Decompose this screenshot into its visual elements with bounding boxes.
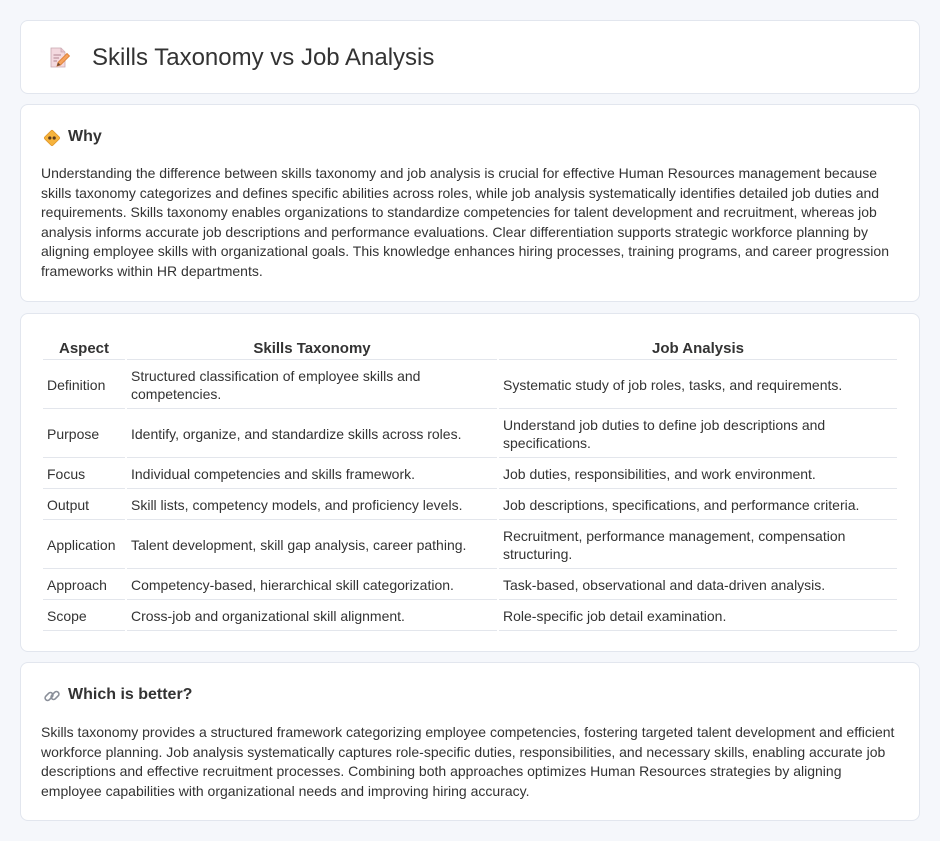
- title-card: [20, 20, 920, 94]
- aspect-cell: Output: [43, 491, 125, 520]
- skills-cell: Identify, organize, and standardize skills across roles.: [127, 411, 497, 458]
- table-row: [43, 571, 897, 600]
- why-text: Understanding the difference between skills taxonomy and job analysis is crucial for effective Human Resources management because skills taxonomy categorizes and defines specific abilities across roles, while job analysis systematically identifies detailed job duties and requirements. Skills taxonomy enables organizations to standardize competencies for talent development and recruitment, whereas job analysis informs accurate job descriptions and performance evaluations. Clear differentiation supports strategic workforce planning by aligning employee skills with organizational goals. This knowledge enhances hiring processes, training programs, and career progression frameworks within HR departments.: [41, 165, 889, 279]
- aspect-cell: Scope: [43, 602, 125, 631]
- aspect-cell: Focus: [43, 460, 125, 489]
- header-aspect: Aspect: [43, 336, 125, 360]
- aspect-cell: Approach: [43, 571, 125, 600]
- table-row: [43, 602, 897, 631]
- table-row: [43, 491, 897, 520]
- job-cell: Recruitment, performance management, compensation structuring.: [499, 522, 897, 569]
- table-row: [43, 522, 897, 569]
- header-skills-taxonomy: Skills Taxonomy: [127, 336, 497, 360]
- comparison-table: [41, 334, 899, 633]
- job-cell: Task-based, observational and data-driven analysis.: [499, 571, 897, 600]
- aspect-cell: Application: [43, 522, 125, 569]
- skills-cell: Skill lists, competency models, and proficiency levels.: [127, 491, 497, 520]
- comparison-card: [20, 313, 920, 652]
- table-row: [43, 460, 897, 489]
- skills-cell: Talent development, skill gap analysis, career pathing.: [127, 522, 497, 569]
- why-section: [20, 104, 920, 302]
- link-icon: [43, 687, 61, 705]
- skills-cell: Cross-job and organizational skill alignment.: [127, 602, 497, 631]
- job-cell: Role-specific job detail examination.: [499, 602, 897, 631]
- page-title: Skills Taxonomy vs Job Analysis: [92, 44, 435, 71]
- job-cell: Systematic study of job roles, tasks, and requirements.: [499, 362, 897, 409]
- why-title: Why: [68, 128, 102, 145]
- job-cell: Job descriptions, specifications, and performance criteria.: [499, 491, 897, 520]
- job-cell: Job duties, responsibilities, and work environment.: [499, 460, 897, 489]
- document-pencil-icon: [47, 46, 71, 70]
- skills-cell: Competency-based, hierarchical skill categorization.: [127, 571, 497, 600]
- which-title: Which is better?: [68, 686, 193, 703]
- which-text: Skills taxonomy provides a structured framework categorizing employee competencies, fostering targeted talent development and efficient workforce planning. Job analysis systematically captures role-specific duties, responsibilities, and necessary skills, enabling accurate job descriptions and effective recruitment processes. Combining both approaches optimizes Human Resources strategies by aligning employee capabilities with organizational needs and improving hiring accuracy.: [41, 724, 895, 799]
- aspect-cell: Definition: [43, 362, 125, 409]
- table-row: [43, 411, 897, 458]
- which-section: [20, 662, 920, 821]
- table-row: [43, 362, 897, 409]
- diamond-sign-icon: [43, 129, 61, 147]
- job-cell: Understand job duties to define job descriptions and specifications.: [499, 411, 897, 458]
- skills-cell: Structured classification of employee skills and competencies.: [127, 362, 497, 409]
- skills-cell: Individual competencies and skills framework.: [127, 460, 497, 489]
- header-job-analysis: Job Analysis: [499, 336, 897, 360]
- table-header-row: [43, 336, 897, 360]
- aspect-cell: Purpose: [43, 411, 125, 458]
